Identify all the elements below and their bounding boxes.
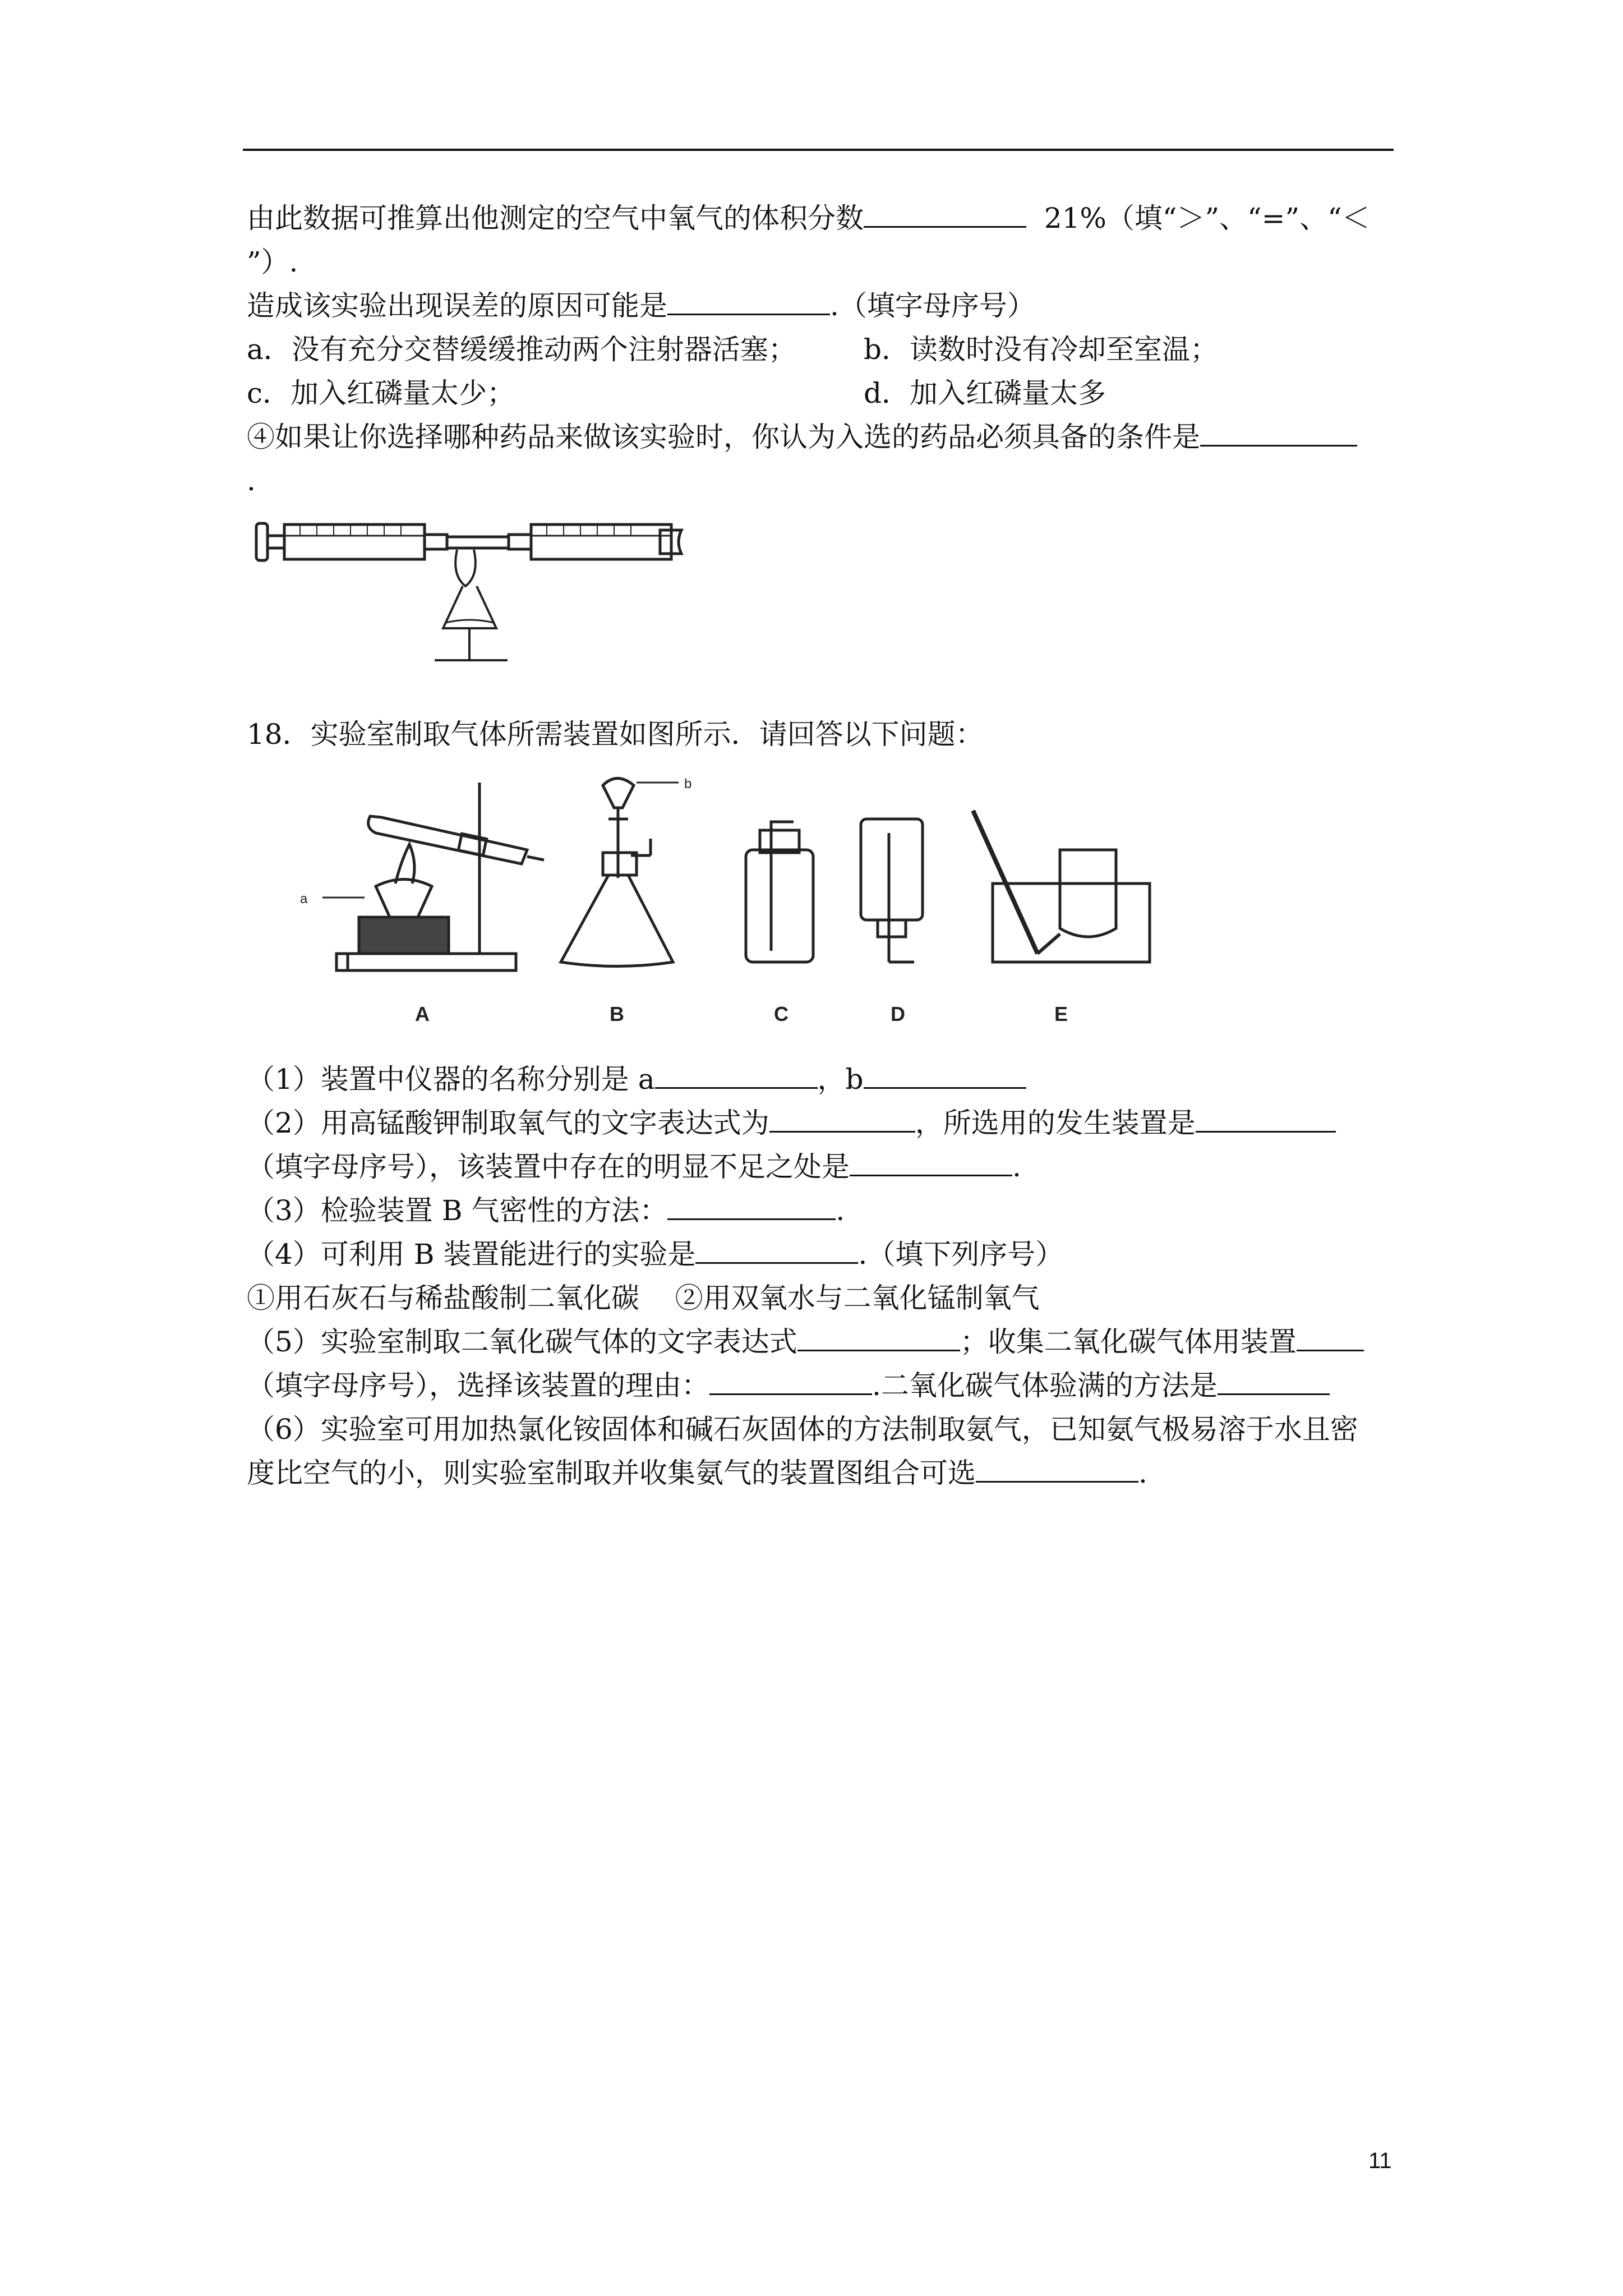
text-line — [247, 1057, 1396, 1101]
option-1: ①用石灰石与稀盐酸制二氧化碳 — [247, 1282, 639, 1314]
question-17-continuation — [247, 196, 1396, 503]
text-span: ④如果让你选择哪种药品来做该实验时，你认为入选的药品必须具备的条件是 — [247, 421, 1200, 453]
option-c: c．加入红磷量太少； — [247, 377, 515, 409]
text-line — [247, 240, 1396, 284]
answer-blank — [655, 1062, 818, 1089]
text-line — [247, 1407, 1396, 1451]
text-span: （填字母序号），该装置中存在的明显不足之处是 — [247, 1151, 850, 1183]
answer-blank — [976, 1456, 1138, 1483]
text-span: .（填字母序号） — [830, 289, 1035, 322]
text-line — [247, 415, 1396, 459]
answer-blank — [695, 1237, 858, 1264]
text-span: ”）. — [247, 246, 298, 278]
text-line — [247, 1101, 1396, 1145]
text-span: （4）可利用 B 装置能进行的实验是 — [247, 1238, 696, 1271]
text-span: ；收集二氧化碳气体用装置 — [960, 1326, 1297, 1358]
text-line: 18．实验室制取气体所需装置如图所示．请回答以下问题： — [247, 718, 984, 751]
answer-blank — [864, 201, 1026, 228]
text-line — [247, 1364, 1396, 1407]
options-row — [247, 371, 1396, 415]
text-span: （5）实验室制取二氧化碳气体的文字表达式 — [247, 1326, 797, 1358]
text-span: （6）实验室可用加热氯化铵固体和碱石灰固体的方法制取氨气，已知氨气极易溶于水且密 — [247, 1413, 1358, 1446]
text-span: 造成该实验出现误差的原因可能是 — [247, 289, 667, 322]
text-line — [247, 1276, 1396, 1320]
text-line — [247, 1320, 1396, 1364]
option-b: b．读数时没有冷却至室温； — [864, 333, 1219, 366]
answer-blank — [864, 1062, 1026, 1089]
answer-blank — [769, 1106, 915, 1133]
instrument-label-a: a — [300, 891, 308, 907]
answer-blank — [797, 1325, 960, 1351]
text-span: .二氧化碳气体验满的方法是 — [872, 1369, 1218, 1402]
text-span: . — [836, 1194, 845, 1227]
instrument-label-b: b — [684, 776, 692, 792]
answer-blank — [850, 1150, 1012, 1176]
text-line — [247, 1145, 1396, 1189]
text-line — [247, 459, 1396, 503]
text-span: （填字母序号），选择该装置的理由： — [247, 1369, 709, 1402]
text-span: 21%（填“＞”、“=”、“＜ — [1044, 202, 1370, 234]
option-a: a．没有充分交替缓缓推动两个注射器活塞； — [247, 333, 796, 366]
page-number: 11 — [1368, 2148, 1392, 2173]
answer-blank — [1196, 1106, 1336, 1133]
text-span: ，b — [817, 1063, 864, 1096]
text-line — [247, 1232, 1396, 1276]
options-row — [247, 328, 1396, 371]
text-line — [247, 196, 1396, 240]
answer-blank — [667, 1194, 836, 1220]
syringe-apparatus-figure — [250, 508, 687, 665]
text-span: （3）检验装置 B 气密性的方法： — [247, 1194, 668, 1227]
option-2: ②用双氧水与二氧化锰制氧气 — [675, 1282, 1040, 1314]
text-line — [247, 1451, 1396, 1495]
label-c: C — [774, 1002, 789, 1025]
question-18-body — [247, 1057, 1396, 1495]
option-d: d．加入红磷量太多 — [864, 377, 1106, 409]
question-18-heading — [247, 712, 1396, 756]
text-line — [247, 1189, 1396, 1232]
answer-blank — [709, 1369, 872, 1395]
answer-blank — [1297, 1325, 1364, 1351]
text-span: . — [1012, 1151, 1021, 1183]
label-d: D — [891, 1002, 905, 1025]
text-span: ，所选用的发生装置是 — [915, 1107, 1196, 1139]
text-span: . — [247, 464, 256, 497]
answer-blank — [1218, 1369, 1330, 1395]
text-span: . — [1138, 1457, 1147, 1489]
header-rule — [243, 149, 1394, 151]
lab-apparatus-figure — [292, 766, 1166, 1035]
label-a: A — [415, 1002, 430, 1025]
label-b: B — [610, 1002, 624, 1025]
text-span: .（填下列序号） — [858, 1238, 1064, 1271]
text-line — [247, 284, 1396, 328]
answer-blank — [667, 289, 830, 315]
text-span: （1）装置中仪器的名称分别是 a — [247, 1063, 655, 1096]
text-span: 由此数据可推算出他测定的空气中氧气的体积分数 — [247, 202, 864, 234]
label-e: E — [1054, 1002, 1068, 1025]
answer-blank — [1200, 420, 1357, 447]
text-span: 度比空气的小，则实验室制取并收集氨气的装置图组合可选 — [247, 1457, 976, 1489]
text-span: （2）用高锰酸钾制取氧气的文字表达式为 — [247, 1107, 769, 1139]
